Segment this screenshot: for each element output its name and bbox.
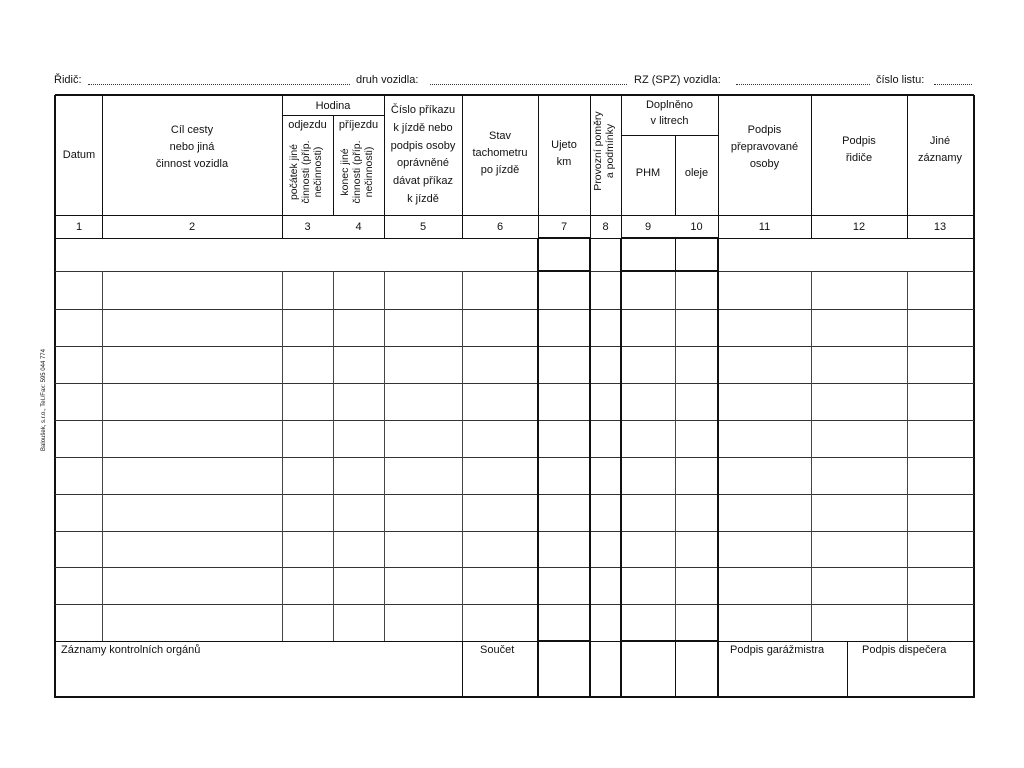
- grid-line: [55, 346, 974, 347]
- grid-line: [538, 270, 590, 272]
- col-2-header: Cíl cesty nebo jiná činnost vozidla: [155, 124, 229, 171]
- grid-line: [847, 641, 848, 697]
- col-number-8: 8: [602, 221, 609, 233]
- col-1-header: Datum: [62, 149, 96, 161]
- col-number-3: 3: [304, 221, 311, 233]
- grid-line: [384, 271, 385, 641]
- control-records-label: Záznamy kontrolních orgánů: [61, 644, 201, 656]
- grid-line: [907, 271, 908, 641]
- sum-label: Součet: [480, 644, 515, 656]
- odjezdu-header: odjezdu: [288, 119, 327, 131]
- grid-line: [589, 238, 591, 697]
- col-number-12: 12: [852, 221, 866, 233]
- col-number-4: 4: [355, 221, 362, 233]
- plate-field[interactable]: [736, 84, 870, 85]
- grid-line: [621, 270, 718, 272]
- grid-line: [55, 696, 974, 698]
- hodina-header: Hodina: [315, 100, 351, 112]
- grid-line: [811, 271, 812, 641]
- grid-line: [55, 238, 974, 239]
- garage-signature-label: Podpis garážmistra: [730, 644, 825, 656]
- col-4-header: konec jiné činnosti (příp. nečinnosti): [339, 140, 376, 204]
- grid-line: [55, 531, 974, 532]
- grid-line: [675, 238, 676, 271]
- col-number-7: 7: [560, 221, 568, 233]
- grid-line: [462, 641, 463, 697]
- grid-line: [621, 237, 718, 239]
- col-7-header: Ujeto km: [551, 139, 577, 169]
- col-number-13: 13: [933, 221, 947, 233]
- grid-line: [590, 95, 591, 238]
- grid-line: [538, 237, 590, 239]
- col-12-header: Podpis řidiče: [842, 135, 876, 165]
- grid-line: [717, 238, 719, 697]
- vehicle-type-label: druh vozidla:: [356, 74, 419, 86]
- grid-line: [55, 309, 974, 310]
- driver-label: Řidič:: [54, 74, 82, 86]
- prijezdu-header: příjezdu: [338, 119, 379, 131]
- grid-line: [973, 95, 975, 698]
- col-number-11: 11: [758, 221, 771, 233]
- col-6-header: Stav tachometru po jízdě: [472, 130, 528, 177]
- col-number-2: 2: [188, 221, 196, 233]
- doplneno-header: Doplněno v litrech: [645, 99, 694, 127]
- grid-line: [55, 420, 974, 421]
- driver-field[interactable]: [88, 84, 350, 85]
- col-10-header: oleje: [684, 167, 709, 179]
- grid-line: [675, 271, 676, 641]
- col-number-9: 9: [644, 221, 652, 233]
- grid-line: [55, 641, 974, 642]
- grid-line: [621, 135, 718, 136]
- col-13-header: Jiné záznamy: [917, 135, 963, 165]
- col-number-10: 10: [690, 221, 703, 233]
- grid-line: [55, 215, 974, 216]
- plate-label: RZ (SPZ) vozidla:: [634, 74, 721, 86]
- grid-line: [675, 641, 676, 697]
- grid-line: [102, 271, 103, 641]
- grid-line: [55, 604, 974, 605]
- grid-line: [55, 383, 974, 384]
- col-number-5: 5: [419, 221, 427, 233]
- grid-line: [333, 271, 334, 641]
- grid-line: [462, 271, 463, 641]
- grid-line: [55, 494, 974, 495]
- dispatcher-signature-label: Podpis dispečera: [862, 644, 947, 656]
- col-3-header: počátek jiné činnosti (příp. nečinnosti): [288, 140, 325, 204]
- col-8-header: Provozní poměry a podmínky: [592, 111, 617, 191]
- grid-line: [55, 567, 974, 568]
- grid-line: [620, 238, 622, 697]
- grid-line: [282, 271, 283, 641]
- grid-line: [55, 457, 974, 458]
- grid-line: [55, 94, 974, 96]
- col-9-header: PHM: [635, 167, 661, 179]
- col-number-6: 6: [496, 221, 504, 233]
- grid-line: [55, 271, 974, 272]
- vehicle-type-field[interactable]: [430, 84, 627, 85]
- sheet-number-field[interactable]: [934, 84, 972, 85]
- col-5-header: Číslo příkazu k jízdě nebo podpis osoby oprávněné dávat příkaz k jízdě: [390, 104, 456, 206]
- publisher-note: Baloušek, s.r.o., Tel./Fax: 595 044 774: [41, 349, 47, 451]
- grid-line: [54, 95, 56, 698]
- grid-line: [537, 238, 539, 697]
- col-11-header: Podpis přepravované osoby: [730, 124, 799, 171]
- col-number-1: 1: [75, 221, 83, 233]
- sheet-number-label: číslo listu:: [876, 74, 925, 86]
